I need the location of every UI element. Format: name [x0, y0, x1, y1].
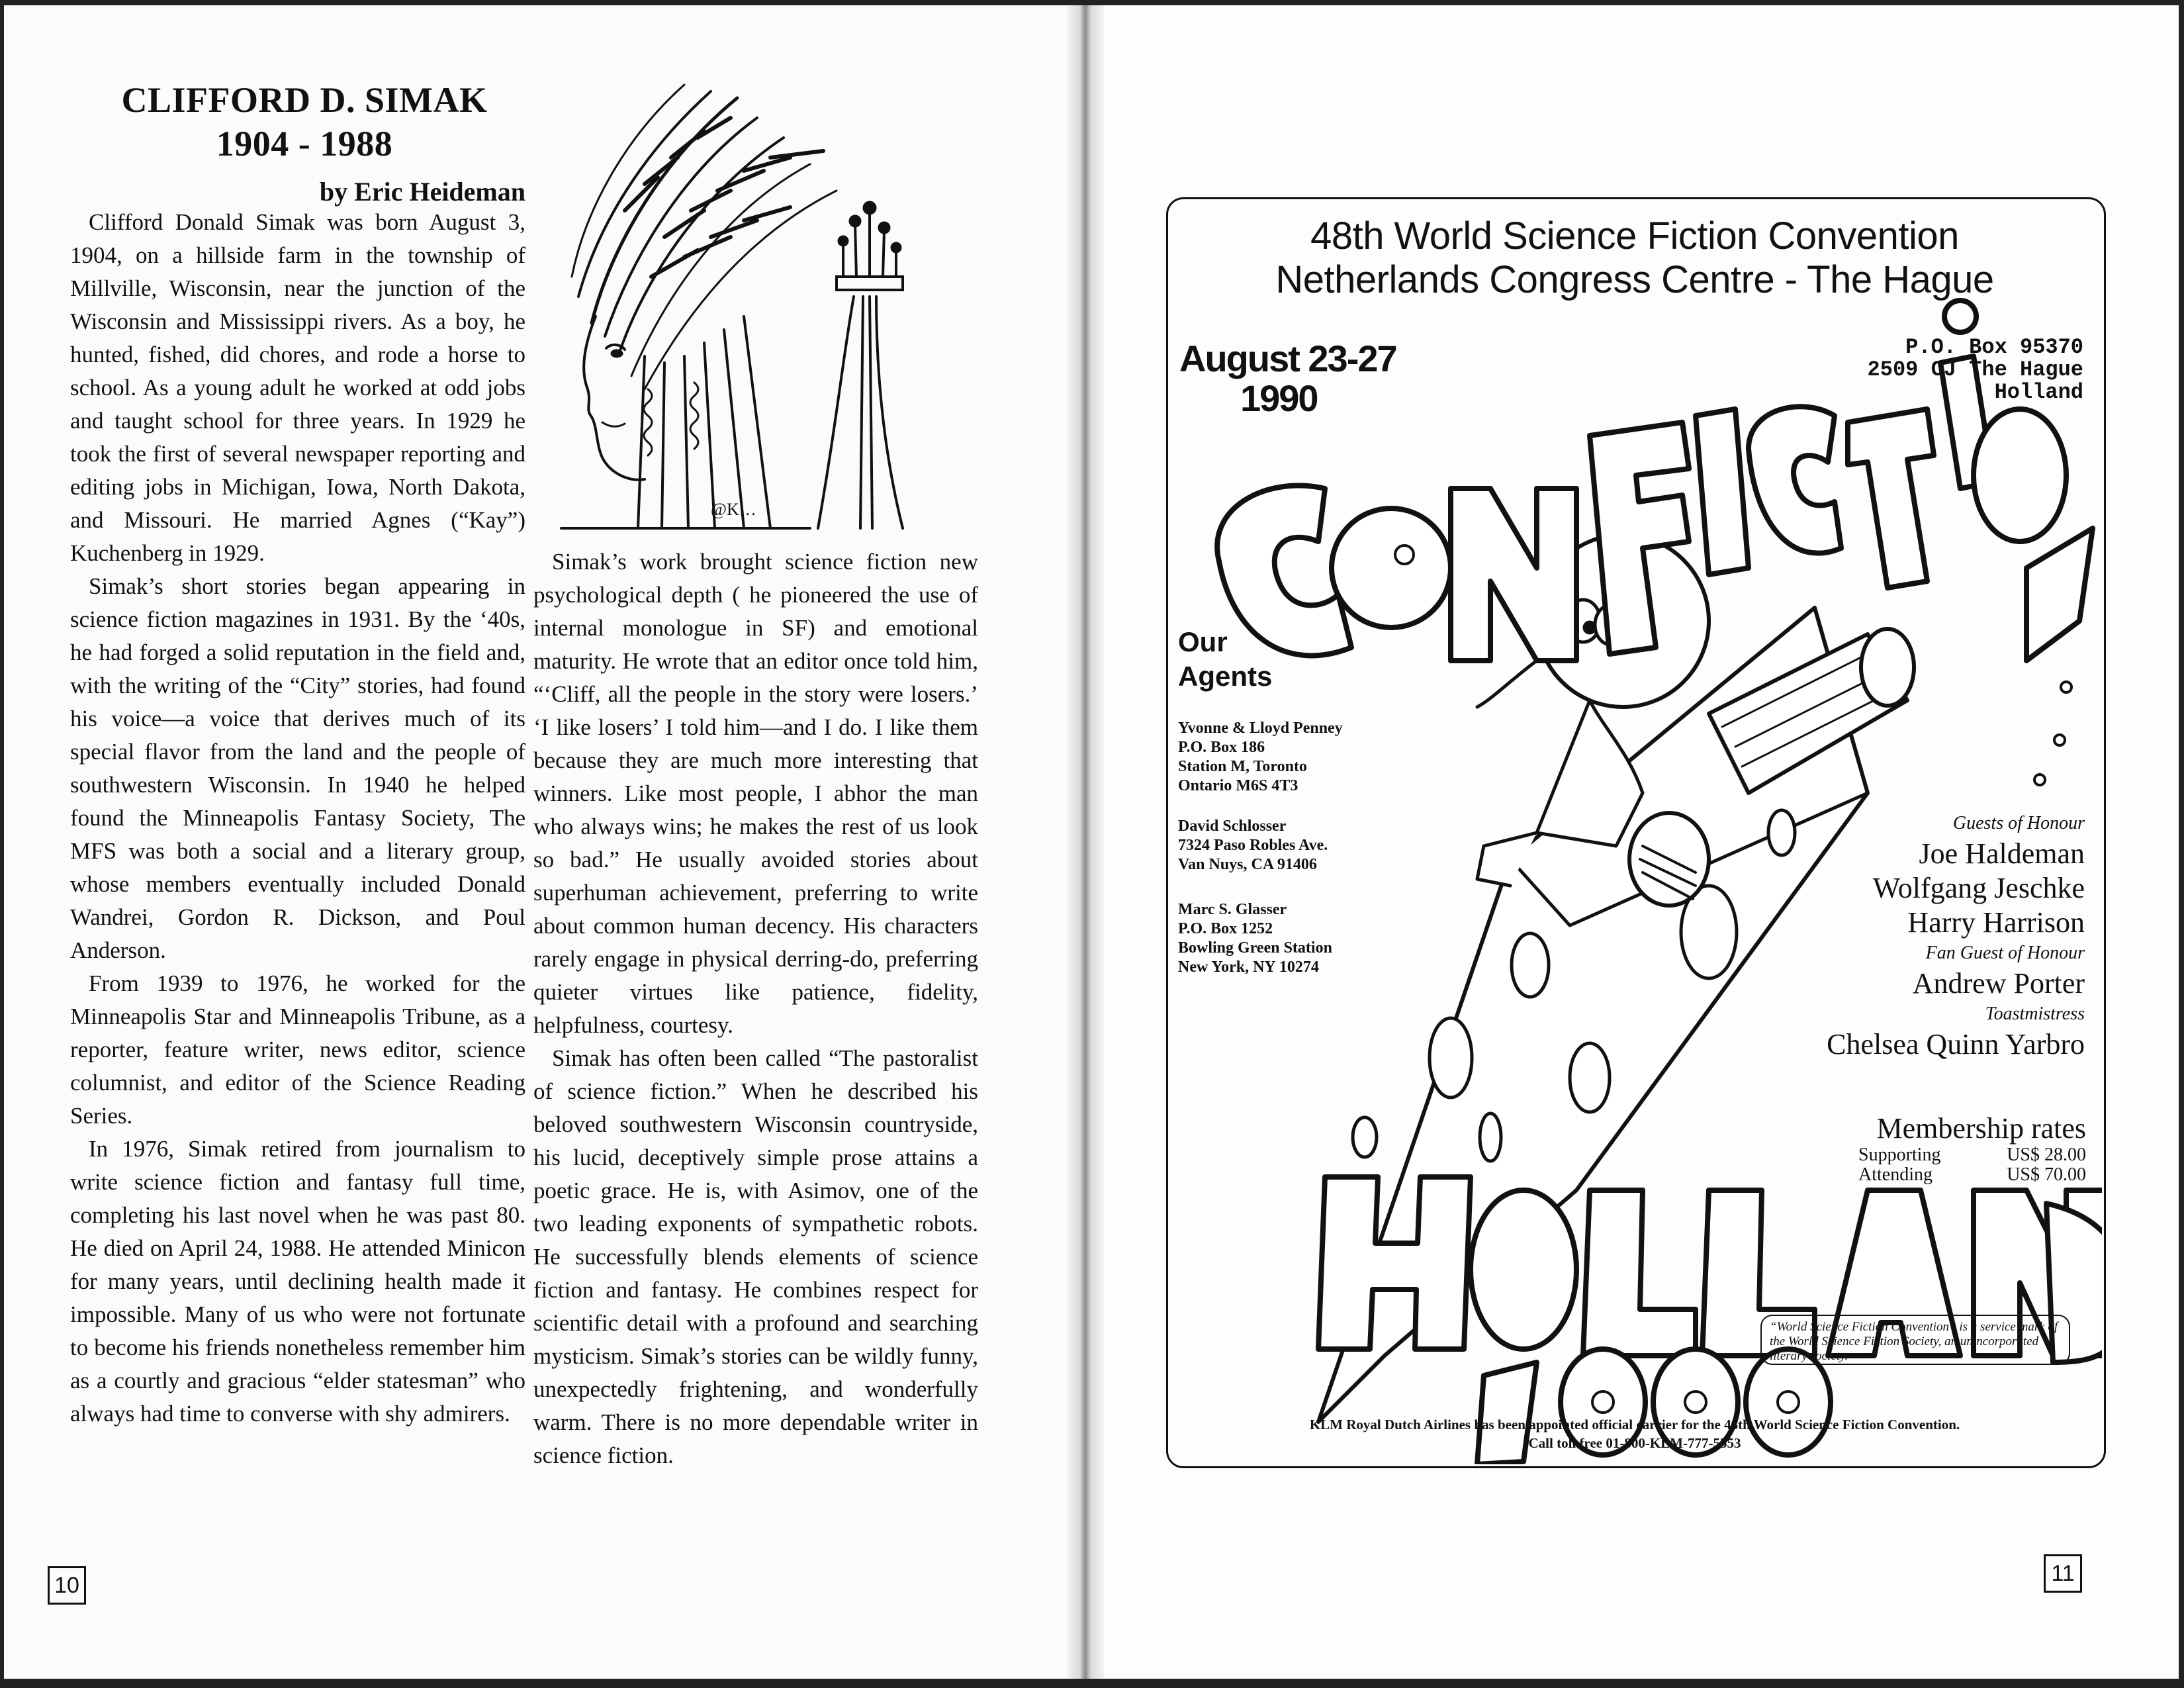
guest-name: Wolfgang Jeschke	[1872, 872, 2085, 904]
simak-illustration	[532, 78, 993, 532]
guest-name: Joe Haldeman	[1919, 837, 2085, 870]
agents-heading-line: Agents	[1178, 661, 1273, 692]
agents-heading	[1178, 625, 1272, 694]
scan-edge-bottom	[0, 1679, 2184, 1688]
article-title-years: 1904 - 1988	[216, 124, 393, 164]
convention-heading	[1178, 214, 2091, 302]
article-paragraph: Simak has often been called “The pastoralist of science fiction.” When he described his beloved southwestern Wisconsin countryside, his lucid, deceptively simple prose attains a poetic grace. He is, with Asimov, one of the two leading exponents of sympathetic robots. He successfully blends elements of science fiction and fantasy. He combines respect for scientific detail with a profound and searching mysticism. Simak’s stories can be wildly funny, unexpectedly frightening, and wonderfully warm. There is no more dependable writer in science fiction.	[533, 1045, 978, 1468]
agent-line: Station M, Toronto	[1178, 758, 1307, 775]
agent-line: Ontario M6S 4T3	[1178, 777, 1298, 794]
illustration-signature: @K…	[711, 500, 756, 519]
membership-title: Membership rates	[1876, 1112, 2086, 1145]
convention-name: 48th World Science Fiction Convention	[1310, 214, 1959, 258]
guests-label: Guests of Honour	[1952, 813, 2085, 833]
rate-price: US$ 28.00	[2007, 1145, 2086, 1165]
book-spine	[1067, 0, 1104, 1688]
scan-edge-right	[2179, 0, 2184, 1688]
article-paragraph: Simak’s work brought science fiction new psychological depth ( he pioneered the use of internal monologue in SF) and emotional maturity. He wrote that an editor once told him, “‘Cliff, all the people in the story were losers.’ ‘I like losers’ I told him—and I do. I like them because they are much more interesting that winners. Like most people, I abhor the man who always wins; he makes the rest of us look so bad.” He usually avoided stories about superhuman achievement, preferring to write about common human decency. His characters rarely engage in physical derring-do, preferring quieter virtues like patience, fidelity, helpfulness, courtesy.	[533, 549, 978, 1038]
ad-footer	[1178, 1415, 2091, 1452]
rate-row	[1858, 1165, 2086, 1185]
agent-line: New York, NY 10274	[1178, 959, 1319, 976]
article-paragraph: In 1976, Simak retired from journalism to write science fiction and fantasy full time, completing his last novel when he was past 80. He died on April 24, 1988. He attended Minicon for many years, until declining health made it impossible. Many of us who were not fortunate to become his friends nonetheless remember him as a courtly and gracious “elder statesman” who always had time to converse with shy admirers.	[70, 1136, 525, 1427]
agent-line: Bowling Green Station	[1178, 939, 1332, 957]
fan-guest-name: Andrew Porter	[1912, 967, 2085, 1000]
convention-dates	[1179, 339, 1396, 418]
article-title	[79, 78, 529, 165]
rate-label: Attending	[1858, 1164, 1933, 1185]
agent-line: Yvonne & Lloyd Penney	[1178, 720, 1343, 737]
convention-venue: Netherlands Congress Centre - The Hague	[1275, 258, 1994, 301]
toastmistress-label: Toastmistress	[1985, 1004, 2085, 1024]
page-number-left: 10	[48, 1566, 86, 1605]
convention-date-range: August 23-27	[1179, 338, 1396, 379]
article-paragraph: Simak’s short stories began appearing in science fiction magazines in 1931. By the ‘40s, he had forged a solid reputation in the field and, with the writing of the “City” stories, had found his voice—a voice that derives much of its special flavor from the land and the people of southwestern Wisconsin. In 1940 he helped found the Minneapolis Fantasy Society, The MFS was both a social and a literary group, whose members eventually included Donald Wandrei, Gordon R. Dickson, and Poul Anderson.	[70, 573, 525, 963]
agent-block	[1178, 817, 1403, 874]
agent-line: P.O. Box 1252	[1178, 920, 1273, 937]
trademark-note: “World Science Fiction Convention” is a service mark of the World Science Fiction Society, an unincorporated literary society.	[1760, 1315, 2070, 1365]
agent-block	[1178, 900, 1403, 977]
guests-of-honour	[1734, 810, 2085, 1062]
article-column-2	[533, 545, 978, 1472]
toastmistress-name: Chelsea Quinn Yarbro	[1827, 1028, 2085, 1060]
agent-line: Marc S. Glasser	[1178, 901, 1287, 918]
fan-guest-label: Fan Guest of Honour	[1925, 943, 2085, 963]
rate-price: US$ 70.00	[2007, 1164, 2086, 1185]
article-column-1	[70, 206, 525, 1430]
convention-address	[1760, 336, 2083, 404]
scan-edge-left	[0, 0, 4, 1688]
agent-line: P.O. Box 186	[1178, 739, 1265, 756]
article-paragraph: From 1939 to 1976, he worked for the Minneapolis Star and Minneapolis Tribune, as a reporter, feature writer, news editor, science columnist, and editor of the Science Reading Series.	[70, 970, 525, 1129]
toll-free-number: Call toll free 01-800-KLM-777-5553	[1528, 1435, 1741, 1451]
agent-line: Van Nuys, CA 91406	[1178, 856, 1317, 873]
article-byline: by Eric Heideman	[319, 177, 525, 207]
agent-line: 7324 Paso Robles Ave.	[1178, 837, 1328, 854]
address-line: Holland	[1994, 380, 2083, 404]
agents-heading-line: Our	[1178, 626, 1228, 657]
article-title-name: CLIFFORD D. SIMAK	[121, 80, 488, 120]
agent-block	[1178, 719, 1403, 796]
page-number-right: 11	[2044, 1554, 2082, 1593]
convention-year: 1990	[1240, 377, 1318, 419]
address-line: P.O. Box 95370	[1905, 335, 2083, 359]
rate-label: Supporting	[1858, 1145, 1941, 1165]
airline-notice: KLM Royal Dutch Airlines has been appointed official carrier for the 48th World Science Fiction Convention.	[1309, 1417, 1960, 1432]
membership-rates	[1858, 1112, 2086, 1185]
article-paragraph: Clifford Donald Simak was born August 3, 1904, on a hillside farm in the township of Millville, Wisconsin, near the junction of the Wisconsin and Mississippi rivers. As a boy, he hunted, fished, did chores, and rode a horse to school. As a young adult he worked at odd jobs and taught school for three years. In 1929 he took the first of several newspaper reporting and editing jobs in Michigan, Iowa, North Dakota, and Missouri. He married Agnes (“Kay”) Kuchenberg in 1929.	[70, 209, 525, 566]
agent-line: David Schlosser	[1178, 818, 1287, 835]
guest-name: Harry Harrison	[1907, 906, 2085, 939]
address-line: 2509 CJ The Hague	[1867, 357, 2083, 382]
rate-row	[1858, 1145, 2086, 1165]
scan-edge-top	[0, 0, 2184, 5]
